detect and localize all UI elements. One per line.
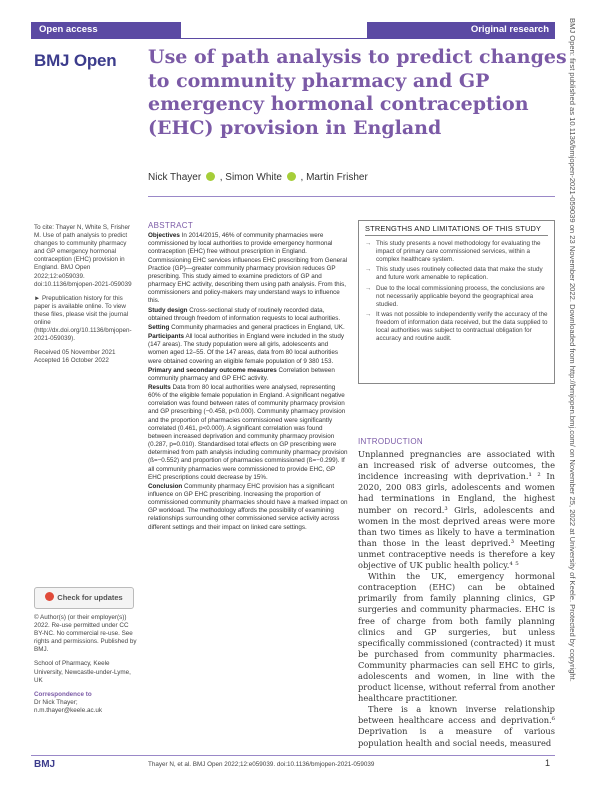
author-name[interactable]: , Simon White: [219, 172, 282, 183]
correspondence-body[interactable]: Dr Nick Thayer; n.m.thayer@keele.ac.uk: [34, 698, 102, 714]
abstract-participants: Participants All local authorities in England were included in the study (147 areas). The study population were all girls, adolescents and women aged 12–55. Of the 147 areas, data from 80 local authorities were obtained covering an eligible female population of 9 380 153.: [148, 333, 345, 365]
orcid-icon[interactable]: [206, 172, 215, 181]
title-line: Use of path analysis to predict changes: [148, 46, 567, 68]
introduction-heading: INTRODUCTION: [358, 437, 423, 446]
journal-logo: BMJ Open: [34, 51, 117, 70]
list-item: → This study uses routinely collected data that make the study and future work amenable to replication.: [365, 266, 548, 282]
page-number: 1: [545, 758, 551, 768]
footer-logo: BMJ: [34, 759, 56, 770]
citation-note: To cite: Thayer N, White S, Frisher M. Use of path analysis to predict changes to community pharmacy and GP emergency hormonal contraception (EHC) provision in England. BMJ Open 2022;12:e059039. doi:10.1136/bmjopen-2021-059039: [34, 224, 132, 288]
introduction-section: [358, 436, 555, 749]
orcid-icon[interactable]: [287, 172, 296, 181]
abstract: [148, 222, 348, 533]
abstract-heading: ABSTRACT: [148, 221, 194, 230]
abstract-conclusion: Conclusion Community pharmacy EHC provision has a significant influence on GP EHC prescribing. Increasing the proportion of commissioned community pharmacies should have a marked impact on GP workload. The methodology affords the possibility of examining relationships surrounding other commissioned service activity across different settings and their impact on linked care settings.: [148, 482, 348, 531]
title-line: to community pharmacy and GP: [148, 69, 490, 92]
strengths-limitations-box: [358, 220, 555, 384]
received-date: Received 05 November 2021: [34, 349, 116, 357]
footer-citation: Thayer N, et al. BMJ Open 2022;12:e059039. doi:10.1136/bmjopen-2021-059039: [148, 761, 375, 768]
article-sidebar-lower: [34, 614, 138, 721]
abstract-objectives: Objectives In 2014/2015, 46% of community pharmacies were commissioned by local authorities to provide emergency hormonal contraception (EHC) free without prescription in England. Commissioning EHC services influences EHC prescribing from General Practice (GP)—greater community pharmacy provision reduces GP prescribing. This study aimed to examine predictors of GP and pharmacy EHC activity, describing them using path analysis. From this, commissioners and policy-makers may understand ways to influence this.: [148, 232, 348, 305]
list-item: → Due to the local commissioning process, the conclusions are not necessarily applicable beyond the geographical area studied.: [365, 285, 548, 309]
strengths-list: [365, 240, 548, 343]
article-type-label: Original research: [367, 22, 555, 38]
open-access-label: Open access: [31, 22, 181, 38]
article-title: [148, 46, 567, 140]
correspondence-heading: Correspondence to: [34, 690, 92, 698]
check-for-updates-button[interactable]: [34, 587, 134, 609]
list-item: → It was not possible to independently verify the accuracy of the freedom of information data received, but the data supplied to local authorities was subject to contractual obligation for accuracy and routine audit.: [365, 311, 548, 343]
paragraph: There is a known inverse relationship between healthcare access and deprivation.⁶ Deprivation is a measure of various population health and social needs, measured: [358, 704, 555, 748]
abstract-outcome: Primary and secondary outcome measures Correlation between community pharmacy and GP EHC activity.: [148, 366, 335, 382]
affiliation: School of Pharmacy, Keele University, Newcastle-under-Lyme, UK: [34, 660, 131, 684]
article-sidebar: [34, 224, 138, 372]
footer-divider: [31, 755, 555, 756]
accepted-date: Accepted 16 October 2022: [34, 357, 109, 365]
side-notice: [568, 18, 589, 778]
side-notice-text[interactable]: BMJ Open: first published as 10.1136/bmjopen-2021-059039 on 23 November 2022. Downloaded from http://bmjopen.bmj.com/ on November 25, 2022 at University of Keele. Protected by copyright.: [568, 18, 577, 682]
list-item: → This study presents a novel methodology for evaluating the impact of primary care commissioned services, within a complex healthcare system.: [365, 240, 548, 264]
header-divider: [31, 38, 555, 39]
refresh-icon: [45, 592, 54, 601]
author-name[interactable]: , Martin Frisher: [300, 172, 368, 183]
author-list: [148, 172, 368, 183]
abstract-setting: Setting Community pharmacies and general practices in England, UK.: [148, 323, 345, 331]
check-updates-label: Check for updates: [57, 593, 123, 602]
author-name[interactable]: Nick Thayer: [148, 172, 202, 183]
title-line: emergency hormonal contraception: [148, 93, 529, 115]
author-divider: [148, 196, 555, 197]
prepublication-note[interactable]: ► Prepublication history for this paper is available online. To view these files, please visit the journal online (http://dx.doi.org/10.1136/bmjopen-2021-059039).: [34, 294, 132, 343]
abstract-design: Study design Cross-sectional study of routinely recorded data, obtained through freedom of information requests to local authorities.: [148, 306, 341, 322]
paragraph: Within the UK, emergency hormonal contraception (EHC) can be obtained primarily from family planning clinics, GP surgeries and community pharmacies. EHC is free of charge from both family planning clinics and GP surgeries, but unless specifically commissioned (contracted) it must be purchased from community pharmacies. Community pharmacies can sell EHC to girls, adolescents and women, in line with the product license, without referral from another healthcare practitioner.: [358, 571, 555, 704]
abstract-results: Results Data from 80 local authorities were analysed, representing 60% of the eligible female population in England. A significant negative correlation was found between rates of community pharmacy provision and GP prescribing (−0.458, p<0.000). Community pharmacy provision and the proportion of pharmacies commissioned were significantly correlated (0.461, p<0.000). A significant correlation was found between increased deprivation and community pharmacy provision (0.287, p=0.010). Standardised total effects on GP prescribing were determined from path analysis including community pharmacy provision (ß=−0.552) and proportion of pharmacies commissioned (ß=−0.299). If all community pharmacies were commissioned to provide EHC, GP EHC prescriptions could decrease by 15%.: [148, 383, 348, 481]
paragraph: Unplanned pregnancies are associated with an increased risk of adverse outcomes, the incidence increasing with deprivation.¹ ² In 2020, 200 083 girls, adolescents and women had terminations in England, the highest number on record.³ Girls, adolescents and women in the most deprived areas were more than two times as likely to have a termination than those in the least deprived.³ Meeting unmet contraceptive needs is therefore a key objective of UK public health policy.⁴ ⁵: [358, 449, 555, 571]
strengths-heading: STRENGTHS AND LIMITATIONS OF THIS STUDY: [365, 225, 548, 236]
title-line: (EHC) provision in England: [148, 116, 442, 139]
copyright-note: © Author(s) (or their employer(s)) 2022. Re-use permitted under CC BY-NC. No commercial re-use. See rights and permissions. Published by BMJ.: [34, 614, 137, 654]
